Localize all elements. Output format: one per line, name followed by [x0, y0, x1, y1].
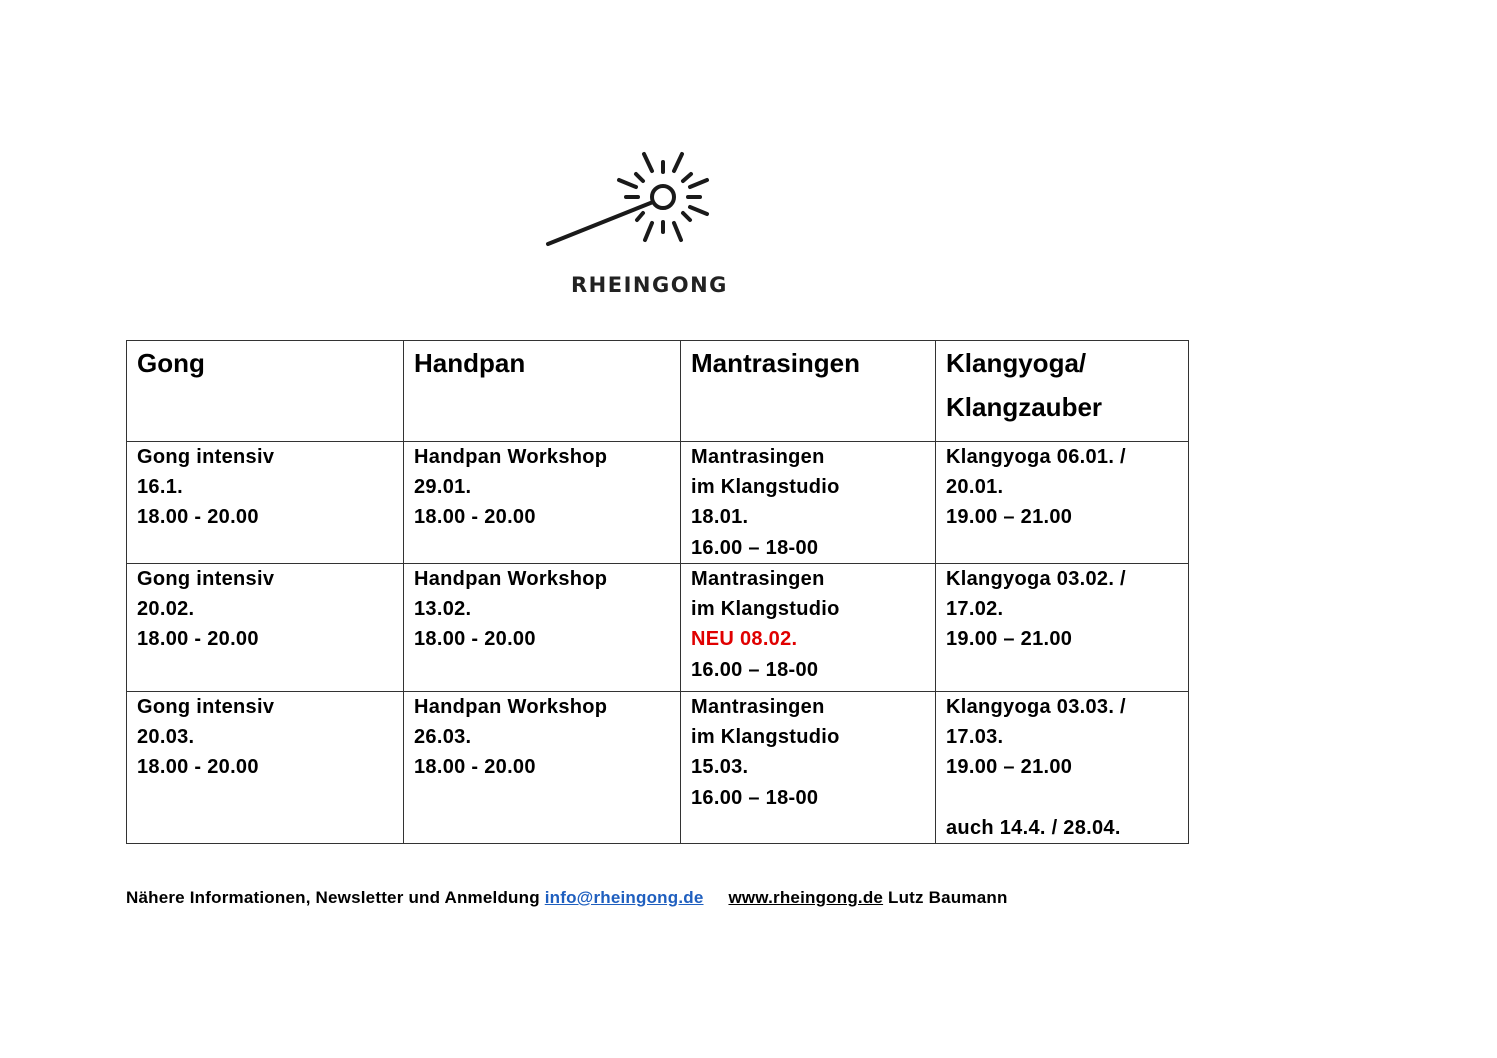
logo-brand-text: RHEINGONG	[571, 273, 728, 297]
schedule-table	[126, 340, 1189, 844]
gong-sunburst-mallet-icon	[540, 140, 750, 270]
new-date-highlight: NEU 08.02.	[691, 628, 798, 651]
table-header-row	[127, 341, 1189, 442]
author-name: Lutz Baumann	[888, 888, 1008, 907]
cell-gong: Gong intensiv 20.02. 18.00 - 20.00	[127, 564, 404, 692]
cell-mantrasingen: Mantrasingen im Klangstudio 15.03. 16.00 – 18-00	[681, 692, 936, 844]
cell-mantrasingen: Mantrasingen im Klangstudio 18.01. 16.00 – 18-00	[681, 442, 936, 564]
header-mantrasingen: Mantrasingen	[681, 341, 936, 442]
cell-klangyoga: Klangyoga 03.03. / 17.03. 19.00 – 21.00 auch 14.4. / 28.04.	[936, 692, 1189, 844]
header-klangyoga: Klangyoga/ Klangzauber	[936, 341, 1189, 442]
table-row	[127, 564, 1189, 692]
cell-mantrasingen: Mantrasingen im Klangstudio NEU 08.02. 16.00 – 18-00	[681, 564, 936, 692]
cell-gong: Gong intensiv 16.1. 18.00 - 20.00	[127, 442, 404, 564]
cell-gong: Gong intensiv 20.03. 18.00 - 20.00	[127, 692, 404, 844]
table-row	[127, 692, 1189, 844]
rheingong-logo	[540, 140, 750, 305]
footer-text: Nähere Informationen, Newsletter und Anmeldung	[126, 888, 540, 907]
header-gong: Gong	[127, 341, 404, 442]
footer-info	[126, 888, 1008, 908]
cell-klangyoga: Klangyoga 03.02. / 17.02. 19.00 – 21.00	[936, 564, 1189, 692]
cell-handpan: Handpan Workshop 13.02. 18.00 - 20.00	[404, 564, 681, 692]
cell-klangyoga: Klangyoga 06.01. / 20.01. 19.00 – 21.00	[936, 442, 1189, 564]
cell-handpan: Handpan Workshop 26.03. 18.00 - 20.00	[404, 692, 681, 844]
email-link[interactable]: info@rheingong.de	[544, 888, 704, 907]
table-row	[127, 442, 1189, 564]
website-link[interactable]: www.rheingong.de	[728, 888, 884, 907]
header-handpan: Handpan	[404, 341, 681, 442]
cell-handpan: Handpan Workshop 29.01. 18.00 - 20.00	[404, 442, 681, 564]
